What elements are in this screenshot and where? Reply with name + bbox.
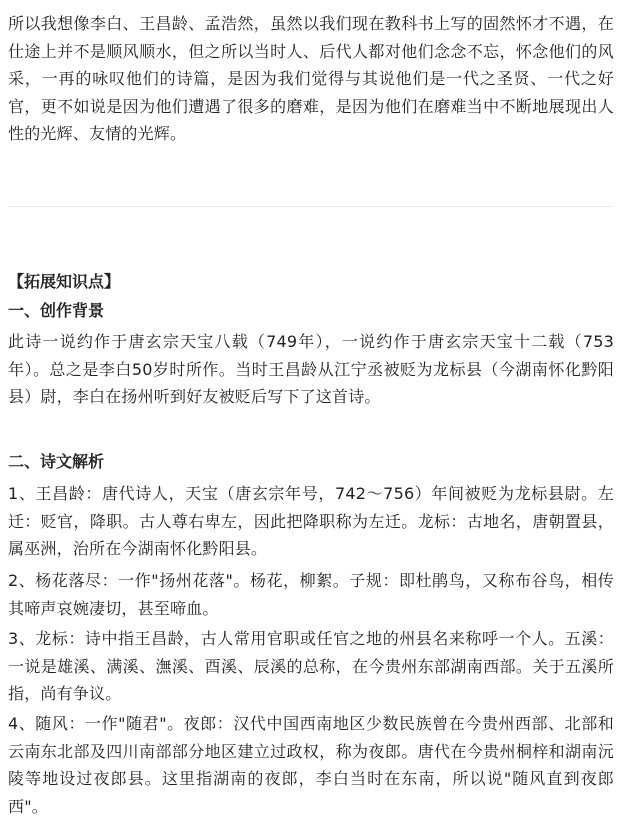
intro-paragraph: 所以我想像李白、王昌龄、孟浩然，虽然以我们现在教科书上写的固然怀才不遇，在仕途上并不是顺风顺水，但之所以当时人、后代人都对他们念念不忘，怀念他们的风采，一再的咏叹他们的诗篇，是因为我们觉得与其说他们是一代之圣贤、一代之好官，更不如说是因为他们遭遇了很多的磨难，是因为他们在磨难当中不断地展现出人性的光辉、友情的光辉。 [8,14,614,143]
analysis-note-4: 4、随风：一作"随君"。夜郎：汉代中国西南地区少数民族曾在今贵州西部、北部和云南东北部及四川南部部分地区建立过政权，称为夜郎。唐代在今贵州桐梓和湖南沅陵等地设过夜郎县。这里指湖南的夜郎，李白当时在东南，所以说"随风直到夜郎西"。 [8,714,614,816]
analysis-heading: 二、诗文解析 [8,452,105,471]
extension-heading: 【拓展知识点】 [8,272,121,291]
creation-background-heading: 一、创作背景 [8,301,105,320]
analysis-note-3: 3、龙标：诗中指王昌龄，古人常用官职或任官之地的州县名来称呼一个人。五溪：一说是雄溪、满溪、潕溪、酉溪、辰溪的总称，在今贵州东部湖南西部。关于五溪所指，尚有争议。 [8,629,614,703]
creation-background-text: 此诗一说约作于唐玄宗天宝八载（749年），一说约作于唐玄宗天宝十二载（753年）。总之是李白50岁时所作。当时王昌龄从江宁丞被贬为龙标县（今湖南怀化黔阳县）尉，李白在扬州听到好友被贬后写下了这首诗。 [8,332,614,406]
section-divider [8,206,614,207]
analysis-note-1: 1、王昌龄：唐代诗人，天宝（唐玄宗年号，742～756）年间被贬为龙标县尉。左迁：贬官，降职。古人尊右卑左，因此把降职称为左迁。龙标：古地名，唐朝置县，属巫洲，治所在今湖南怀化黔阳县。 [8,484,614,558]
analysis-note-2: 2、杨花落尽：一作"扬州花落"。杨花，柳絮。子规：即杜鹃鸟，又称布谷鸟，相传其啼声哀婉凄切，甚至啼血。 [8,571,614,618]
